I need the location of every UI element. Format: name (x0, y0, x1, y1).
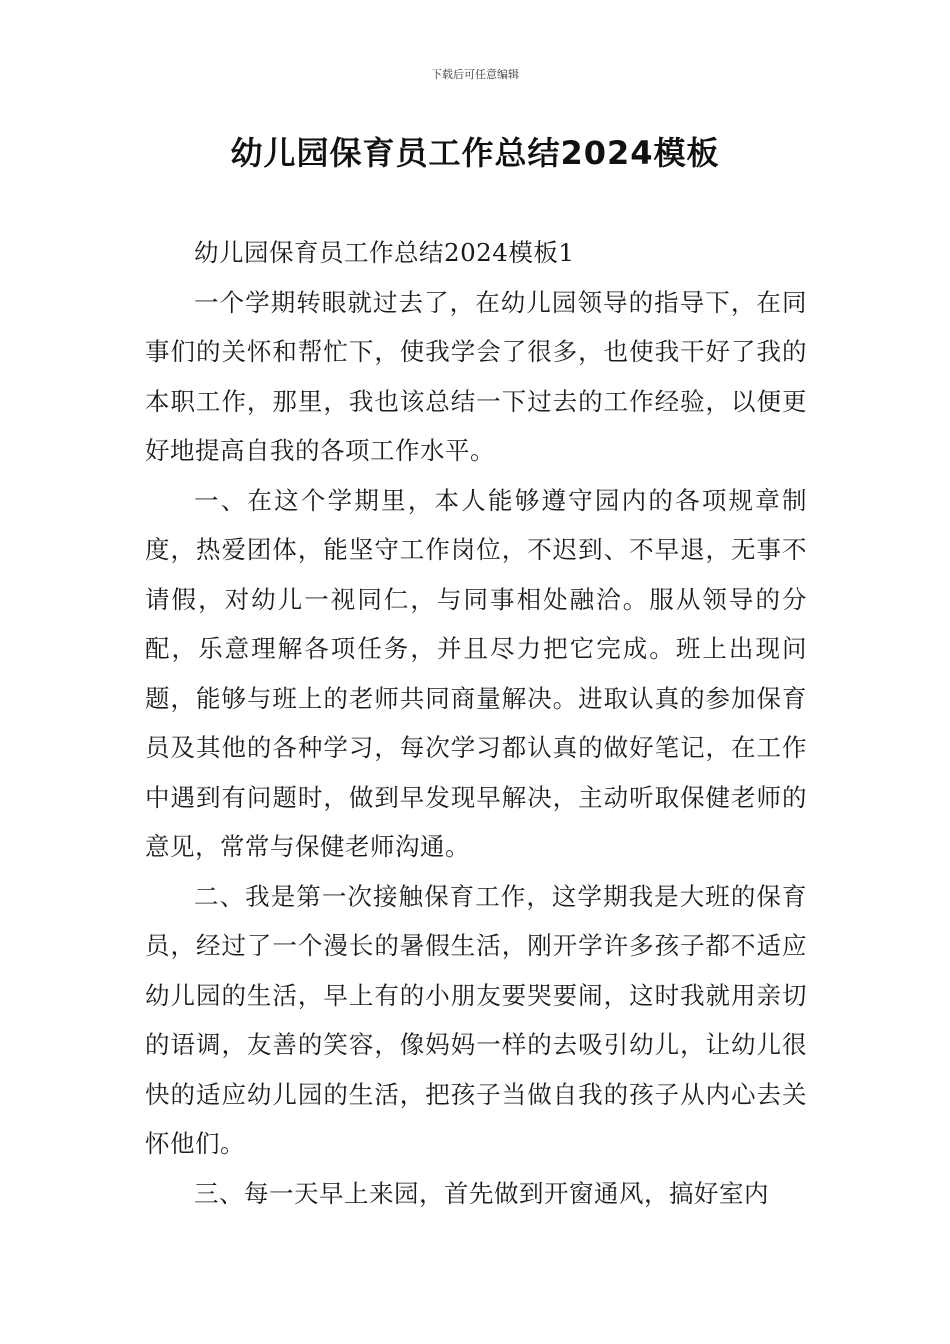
paragraph: 三、每一天早上来园，首先做到开窗通风，搞好室内 (194, 1178, 769, 1208)
paragraph: 一个学期转眼就过去了，在幼儿园领导的指导下，在同事们的关怀和帮忙下，使我学会了很多，也使我干好了我的本职工作，那里，我也该总结一下过去的工作经验，以便更好地提高自我的各项工作水平。 (145, 287, 807, 465)
paragraph: 一、在这个学期里，本人能够遵守园内的各项规章制度，热爱团体，能坚守工作岗位，不迟到、不早退，无事不请假，对幼儿一视同仁，与同事相处融洽。服从领导的分配，乐意理解各项任务，并且尽力把它完成。班上出现问题，能够与班上的老师共同商量解决。进取认真的参加保育员及其他的各种学习，每次学习都认真的做好笔记，在工作中遇到有问题时，做到早发现早解决，主动听取保健老师的意见，常常与保健老师沟通。 (145, 485, 807, 861)
document-body (145, 228, 807, 1218)
page-title: 幼儿园保育员工作总结2024模板 (230, 134, 720, 172)
paragraph: 二、我是第一次接触保育工作，这学期我是大班的保育员，经过了一个漫长的暑假生活，刚开学许多孩子都不适应幼儿园的生活，早上有的小朋友要哭要闹，这时我就用亲切的语调，友善的笑容，像妈妈一样的去吸引幼儿，让幼儿很快的适应幼儿园的生活，把孩子当做自我的孩子从内心去关怀他们。 (145, 881, 807, 1158)
section-heading: 幼儿园保育员工作总结2024模板1 (194, 238, 575, 267)
header-note: 下载后可任意编辑 (431, 68, 519, 81)
